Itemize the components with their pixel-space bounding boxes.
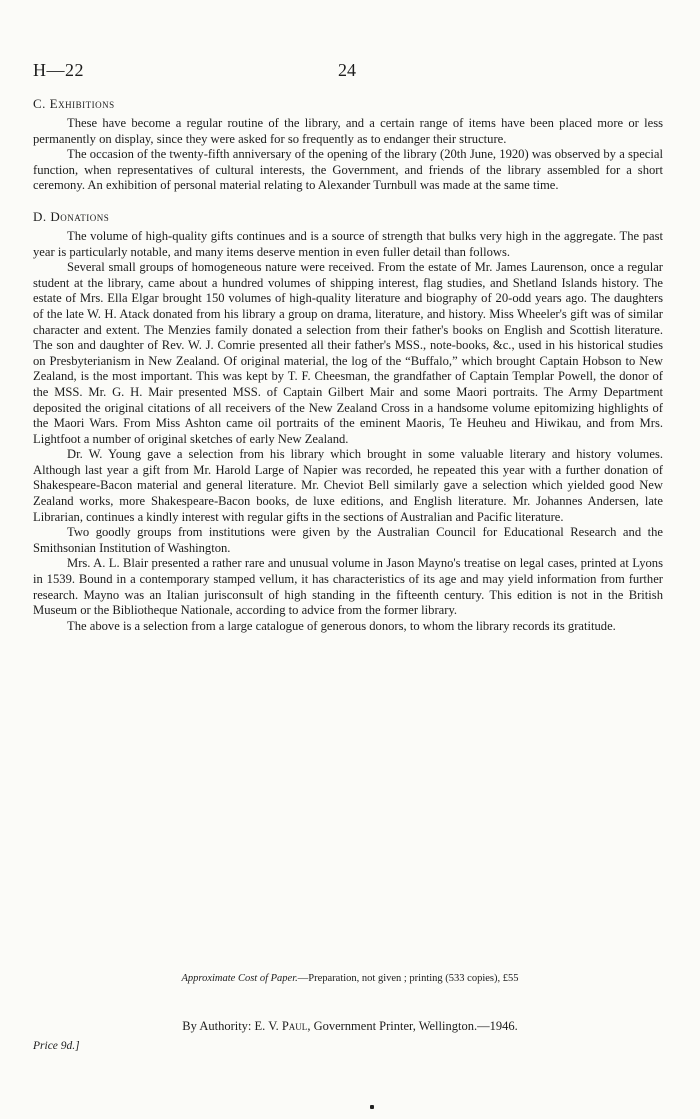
page-mark [370, 1105, 374, 1109]
paragraph: The above is a selection from a large catalogue of generous donors, to whom the library records its gratitude. [67, 618, 616, 633]
section-title: Exhibitions [49, 96, 115, 111]
section-title: Donations [50, 208, 110, 224]
cost-text: —Preparation, not given ; printing (533 copies), £55 [297, 973, 519, 984]
authority-suffix: , Government Printer, Wellington.—1946. [307, 1019, 518, 1033]
paragraph: The occasion of the twenty-fifth anniversary of the opening of the library (20th June, 1920) was observed by a special function, when representatives of cultural interests, the Government, and friends of the library assembled for a short ceremony. An exhibition of personal material relating to Alexander Turnbull was made at the same time. [33, 147, 663, 193]
paragraph: Mrs. A. L. Blair presented a rather rare and unusual volume in Jason Mayno's treatise on legal cases, printed at Lyons in 1539. Bound in a contemporary stamped vellum, it has characteristics of its age and may yield information from further research. Mayno was an Italian jurisconsult of high standing in the fifteenth century. This edition is not in the British Museum or the Bibliotheque Nationale, according to advice from the former library. [33, 556, 663, 618]
authority-line [0, 1019, 700, 1034]
authority-prefix: By Authority: [182, 1019, 252, 1033]
section-heading [33, 209, 663, 225]
section-letter: D. [33, 208, 47, 224]
cost-of-paper-note [0, 973, 700, 984]
cost-label: Approximate Cost of Paper. [181, 973, 298, 984]
section-letter: C. [33, 96, 46, 111]
paragraph: These have become a regular routine of the library, and a certain range of items have been placed more or less permanently on display, since they were asked for so frequently as to endanger their structure. [33, 116, 663, 146]
document-number: H—22 [33, 60, 84, 80]
paragraph: The volume of high-quality gifts continues and is a source of strength that bulks very high in the aggregate. The past year is particularly notable, and many items deserve mention in even fuller detail than follows. [33, 228, 663, 259]
paragraph: Two goodly groups from institutions were given by the Australian Council for Educational Research and the Smithsonian Institution of Washington. [33, 525, 663, 555]
printer-name: E. V. Paul [254, 1019, 308, 1033]
section-heading [33, 96, 663, 112]
paragraph: Several small groups of homogeneous nature were received. From the estate of Mr. James Laurenson, once a regular student at the library, came about a hundred volumes of shipping interest, flag studies, and Shetland Islands history. The estate of Mrs. Ella Elgar brought 150 volumes of high-quality literature and biography of 20-odd years ago. The daughters of the late W. H. Atack donated from his library a group on drama, literature, and history. Miss Wheeler's gift was of similar character and extent. The Menzies family donated a selection from their father's books on English and Scottish literature. The son and daughter of Rev. W. J. Comrie presented all their father's MSS., note-books, &c., used in his historical studies on Presbyterianism in New Zealand. Of original material, the log of the “Buffalo,” which brought Captain Hobson to New Zealand, is the most important. This was kept by T. F. Cheesman, the grandfather of Captain Templar Powell, the donor of the MSS. Mr. G. H. Mair presented MSS. of Captain Gilbert Mair and some Maori portraits. The Army Department deposited the original citations of all receivers of the New Zealand Cross in a handsome volume epitomizing highlights of the Maori Wars. From Miss Ashton came oil portraits of the eminent Maoris, Te Heuheu and Hiwikau, and from Mrs. Lightfoot a number of original sketches of early New Zealand. [33, 260, 663, 446]
section-donations [33, 209, 663, 634]
price-note: Price 9d.] [33, 1040, 80, 1052]
paragraph: Dr. W. Young gave a selection from his library which brought in some valuable literary and history volumes. Although last year a gift from Mr. Harold Large of Napier was recorded, he repeated this year with a further donation of Shakespeare-Bacon material and general literature. Mr. Cheviot Bell similarly gave a selection which yielded good New Zealand works, more Shakespeare-Bacon books, de luxe editions, and English literature. Mr. Johannes Andersen, late Librarian, continues a kindly interest with regular gifts in the sections of Australian and Pacific literature. [33, 447, 663, 524]
page-body [33, 96, 663, 634]
section-exhibitions [33, 96, 663, 194]
page-folio: 24 [338, 60, 356, 80]
